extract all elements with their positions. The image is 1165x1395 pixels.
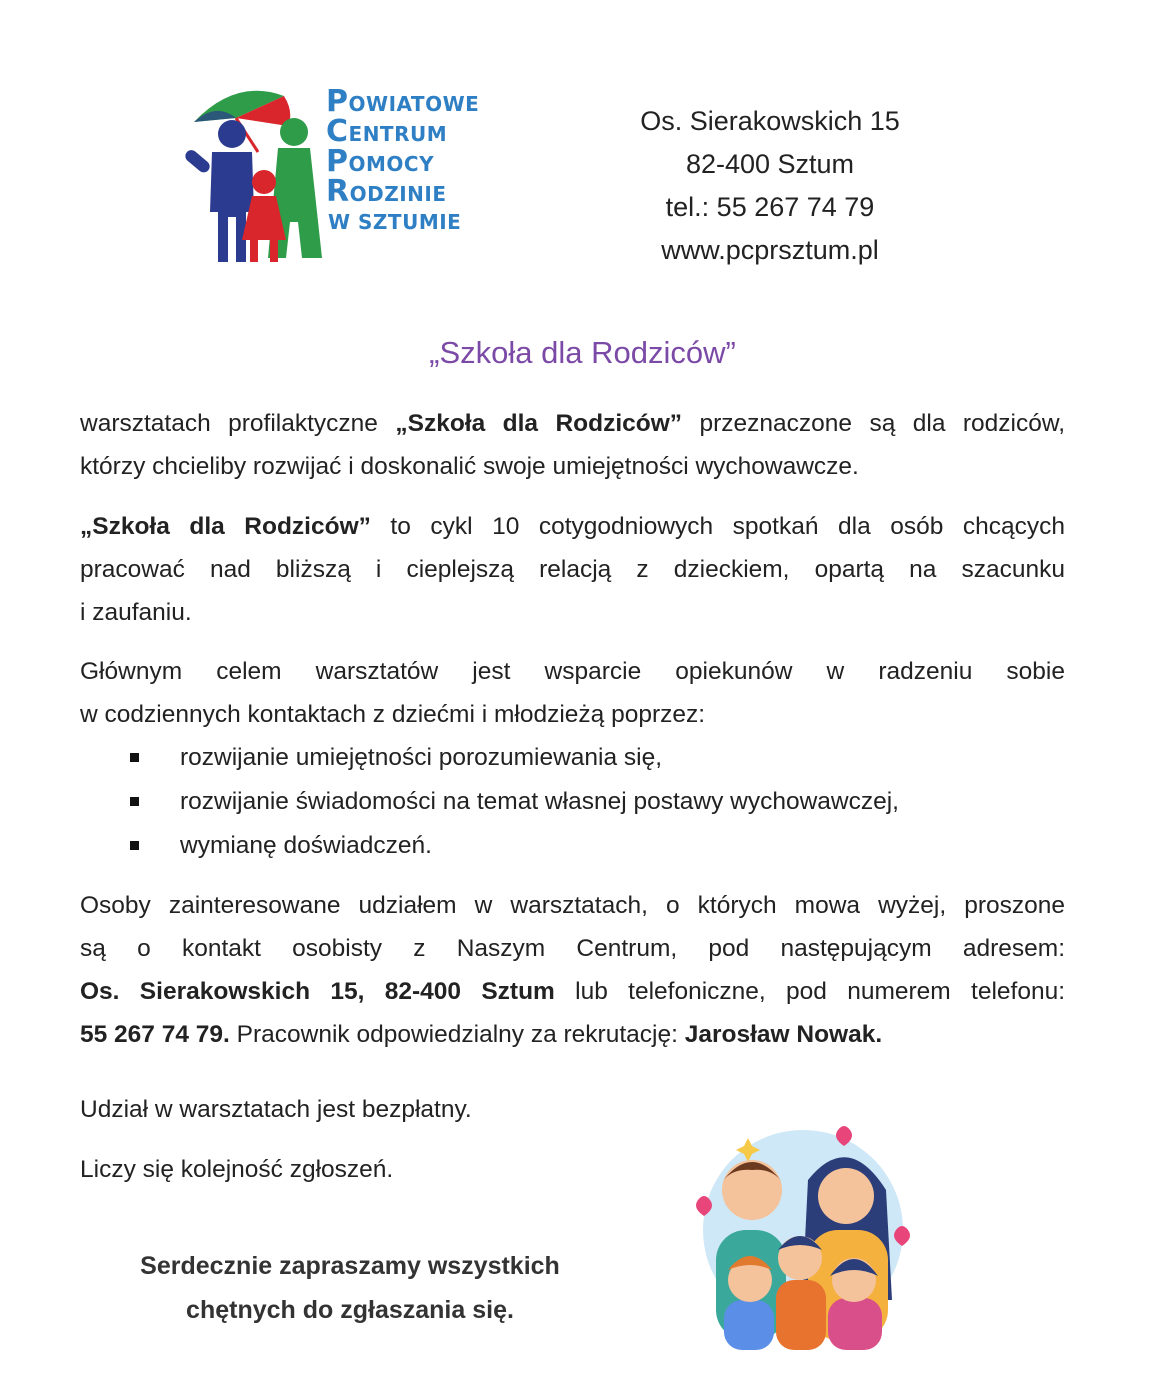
paragraph-contact xyxy=(80,884,1065,1056)
pcpr-logo xyxy=(176,82,486,268)
text-line: i zaufaniu. xyxy=(80,599,192,626)
text-line: pracować nad bliższą i cieplejszą relacją z dzieckiem, opartą na szacunku xyxy=(80,556,1065,583)
list-item: rozwijanie umiejętności porozumiewania się, xyxy=(130,736,1030,780)
free-participation-text: Udział w warsztatach jest bezpłatny. xyxy=(80,1096,472,1123)
contact-address: Os. Sierakowskich 15 xyxy=(640,106,900,136)
logo-line: POMOCY xyxy=(326,144,435,179)
text-line: są o kontakt osobisty z Naszym Centrum, pod następującym adresem: xyxy=(80,935,1065,962)
text-line: Głównym celem warsztatów jest wsparcie opiekunów w radzeniu sobie xyxy=(80,658,1065,685)
contact-phone: tel.: 55 267 74 79 xyxy=(665,192,875,222)
paragraph-description xyxy=(80,505,1065,634)
text-line: „Szkoła dla Rodziców” to cykl 10 cotygodniowych spotkań dla osób chcących xyxy=(80,513,1065,540)
bullet-square-icon xyxy=(130,797,139,806)
text-line: 55 267 74 79. Pracownik odpowiedzialny za rekrutację: Jarosław Nowak. xyxy=(80,1021,883,1048)
goal-list xyxy=(130,736,1030,868)
contact-website[interactable]: www.pcprsztum.pl xyxy=(661,235,879,265)
contact-city: 82-400 Sztum xyxy=(685,149,855,179)
text-line: Osoby zainteresowane udziałem w warsztatach, o których mowa wyżej, proszone xyxy=(80,892,1065,919)
text-line: warsztatach profilaktyczne „Szkoła dla Rodziców” przeznaczone są dla rodziców, xyxy=(80,410,1065,437)
text-line: Os. Sierakowskich 15, 82-400 Sztum lub telefoniczne, pod numerem telefonu: xyxy=(80,978,1066,1005)
list-item: rozwijanie świadomości na temat własnej postawy wychowawczej, xyxy=(130,780,1030,824)
bullet-square-icon xyxy=(130,753,139,762)
contact-block xyxy=(600,100,940,272)
list-item: wymianę doświadczeń. xyxy=(130,824,1030,868)
page-title: „Szkoła dla Rodziców” xyxy=(429,335,736,370)
paragraph-intro xyxy=(80,402,1065,488)
logo-line: CENTRUM xyxy=(326,114,448,149)
family-umbrella-logo-icon xyxy=(176,82,326,268)
paragraph-goal xyxy=(80,650,1065,736)
logo-line: RODZINIE xyxy=(326,174,447,209)
logo-line: POWIATOWE xyxy=(326,84,480,119)
logo-line: W SZTUMIE xyxy=(328,210,462,234)
logo-text xyxy=(326,84,480,236)
text-line: w codziennych kontaktach z dziećmi i młodzieżą poprzez: xyxy=(80,701,706,728)
family-illustration-icon xyxy=(688,1120,918,1350)
bullet-square-icon xyxy=(130,841,139,850)
invitation-text: Serdecznie zapraszamy wszystkich chętnych do zgłaszania się. xyxy=(140,1252,560,1324)
text-line: którzy chcieliby rozwijać i doskonalić swoje umiejętności wychowawcze. xyxy=(80,453,859,480)
order-note-text: Liczy się kolejność zgłoszeń. xyxy=(80,1156,394,1183)
